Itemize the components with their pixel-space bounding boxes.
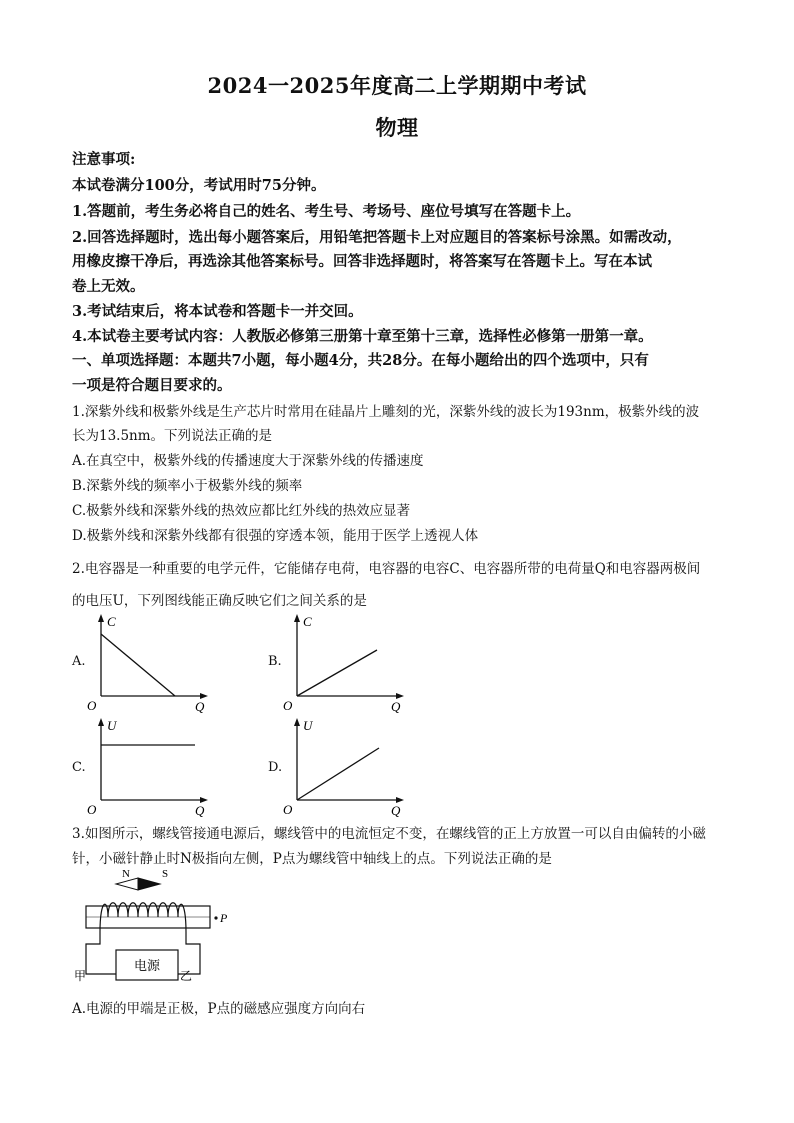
notice-item: 用橡皮擦干净后，再选涂其他答案标号。回答非选择题时，将答案写在答题卡上。写在本试 — [72, 253, 652, 270]
origin-label: O — [87, 802, 97, 817]
x-axis-label: Q — [195, 803, 205, 818]
terminal-jia-label: 甲 — [74, 969, 87, 983]
point-p-label: P — [220, 911, 228, 925]
q2-graph-c-label: C. — [72, 760, 86, 775]
y-axis-label: C — [303, 614, 312, 629]
y-axis-arrow — [98, 718, 104, 726]
origin-label: O — [283, 802, 293, 817]
terminal-yi-label: 乙 — [180, 969, 193, 983]
graph-line — [297, 650, 377, 696]
notice-item: 2.回答选择题时，选出每小题答案后，用铅笔把答题卡上对应题目的答案标号涂黑。如需改动， — [72, 229, 682, 246]
notice-item: 3.考试结束后，将本试卷和答题卡一并交回。 — [72, 303, 363, 320]
point-p-dot — [214, 916, 217, 919]
q3-stem: 3.如图所示，螺线管接通电源后，螺线管中的电流恒定不变，在螺线管的正上方放置一可以自由偏转的小磁 — [72, 826, 706, 842]
notice-item: 1.答题前，考生务必将自己的姓名、考生号、考场号、座位号填写在答题卡上。 — [72, 203, 581, 220]
q1-option-a: A.在真空中，极紫外线的传播速度大于深紫外线的传播速度 — [72, 453, 424, 469]
q3-stem-cont: 针，小磁针静止时N极指向左侧，P点为螺线管中轴线上的点。下列说法正确的是 — [72, 851, 552, 867]
q2-graph-b-label: B. — [268, 654, 282, 669]
subject-title: 物理 — [375, 115, 419, 140]
section-heading-cont: 一项是符合题目要求的。 — [72, 377, 232, 394]
needle-south-half — [138, 878, 160, 890]
right-wire — [178, 932, 200, 974]
y-axis-label: U — [303, 718, 313, 733]
graph-line — [297, 748, 379, 800]
section-heading: 一、单项选择题：本题共7小题，每小题4分，共28分。在每小题给出的四个选项中，只有 — [72, 352, 649, 369]
q2-graph-c — [85, 714, 215, 819]
y-axis-label: C — [107, 614, 116, 629]
y-axis-arrow — [294, 614, 300, 622]
left-wire — [86, 932, 116, 974]
solenoid-figure — [74, 868, 246, 984]
notice-item: 4.本试卷主要考试内容：人教版必修第三册第十章至第十三章，选择性必修第一册第一章。 — [72, 328, 653, 345]
x-axis-label: Q — [391, 803, 401, 818]
q1-stem-cont: 长为13.5nm。下列说法正确的是 — [72, 428, 273, 444]
y-axis-arrow — [98, 614, 104, 622]
q2-graph-d-label: D. — [268, 760, 283, 775]
q2-graph-a-label: A. — [72, 654, 86, 669]
origin-label: O — [283, 698, 293, 713]
exam-title: 2024一2025年度高二上学期期中考试 — [207, 73, 587, 98]
x-axis-label: Q — [391, 699, 401, 714]
x-axis-label: Q — [195, 699, 205, 714]
notice-item: 本试卷满分100分，考试用时75分钟。 — [72, 177, 326, 194]
q2-graph-b — [281, 610, 411, 715]
q1-option-c: C.极紫外线和深紫外线的热效应都比红外线的热效应显著 — [72, 503, 411, 519]
graph-line — [101, 634, 175, 696]
q3-option-a: A.电源的甲端是正极，P点的磁感应强度方向向右 — [72, 1001, 366, 1017]
notice-heading: 注意事项: — [72, 151, 136, 168]
needle-n-label: N — [122, 868, 130, 880]
q2-graph-d — [281, 714, 411, 819]
q2-stem: 2.电容器是一种重要的电学元件，它能储存电荷，电容器的电容C、电容器所带的电荷量Q和电容器两极间 — [72, 561, 701, 577]
origin-label: O — [87, 698, 97, 713]
needle-s-label: S — [162, 868, 169, 880]
y-axis-arrow — [294, 718, 300, 726]
power-source-label: 电源 — [134, 958, 161, 973]
q2-stem-cont: 的电压U，下列图线能正确反映它们之间关系的是 — [72, 593, 367, 609]
q1-option-d: D.极紫外线和深紫外线都有很强的穿透本领，能用于医学上透视人体 — [72, 528, 479, 544]
q1-option-b: B.深紫外线的频率小于极紫外线的频率 — [72, 478, 303, 494]
q1-stem: 1.深紫外线和极紫外线是生产芯片时常用在硅晶片上雕刻的光，深紫外线的波长为193nm，极紫外线的波 — [72, 404, 700, 420]
notice-item: 卷上无效。 — [72, 278, 145, 295]
y-axis-label: U — [107, 718, 117, 733]
q2-graph-a — [85, 610, 215, 715]
